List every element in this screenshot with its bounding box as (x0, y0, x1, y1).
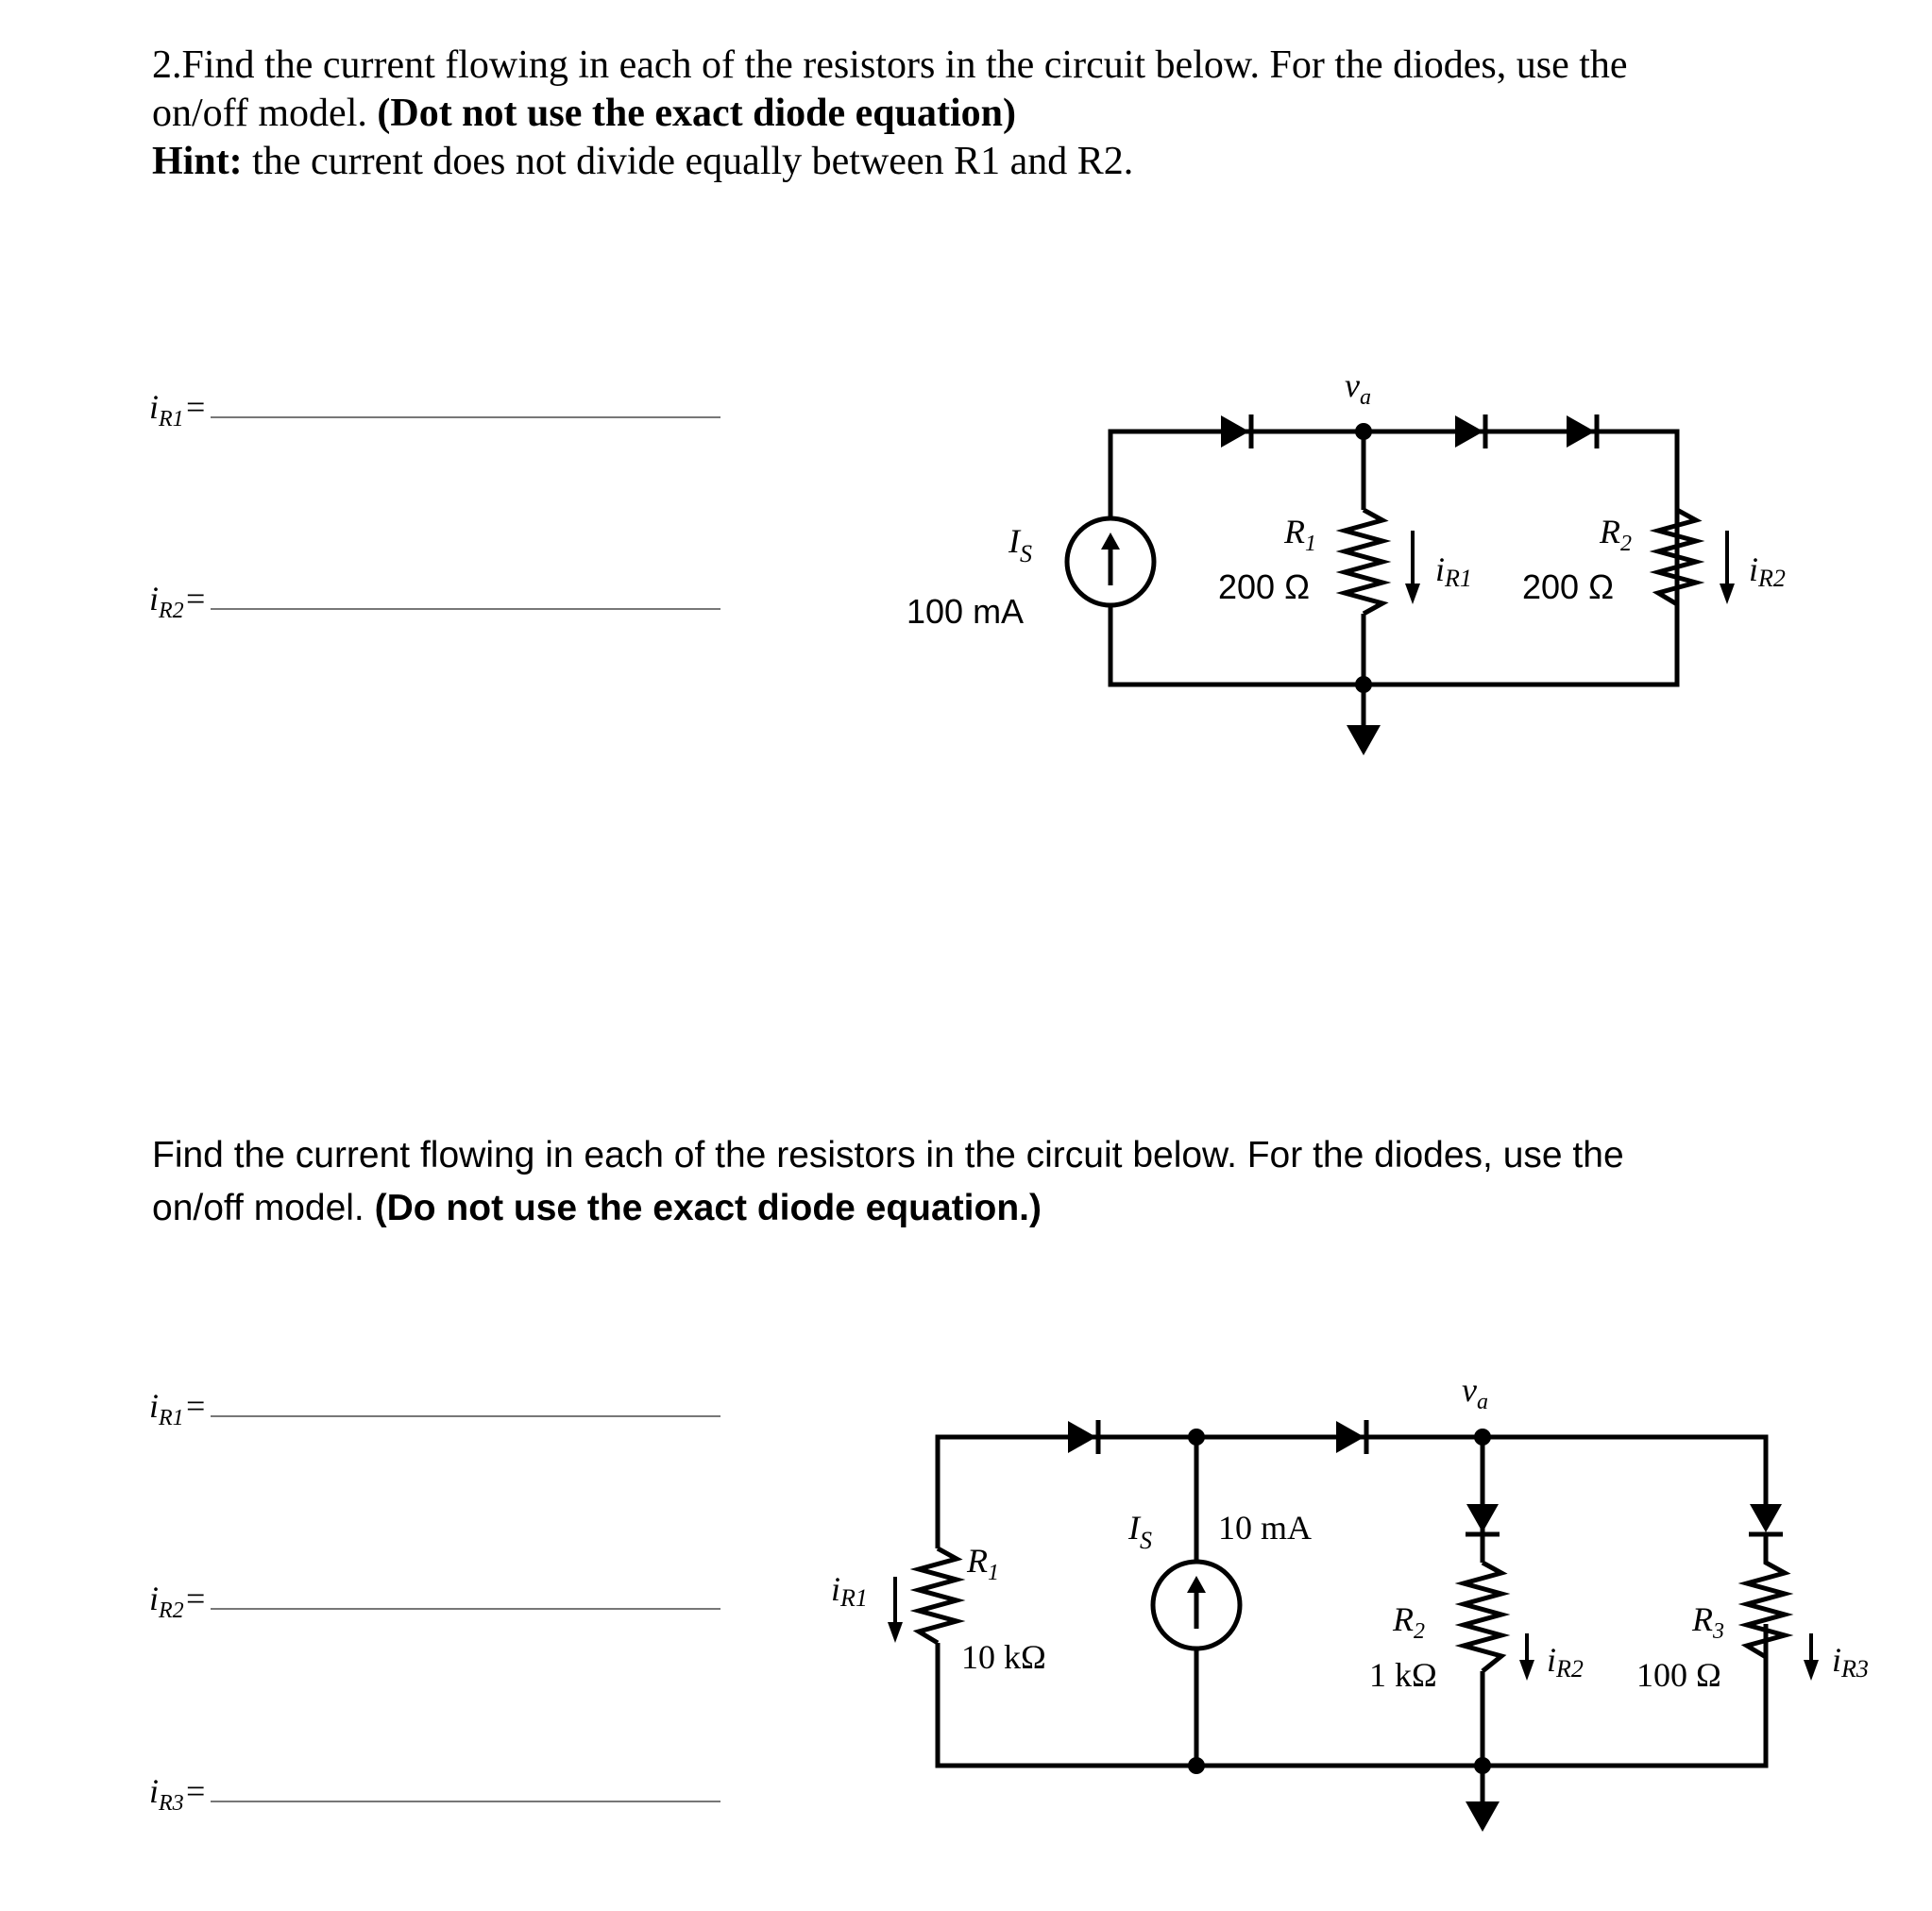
c2-node-bottom-dot (1474, 1757, 1491, 1774)
answer-label: $i_{R2}=$ (149, 1580, 207, 1624)
c2-r1-name: $R_1$ (967, 1542, 999, 1585)
c2-bottom-wire (938, 1624, 1766, 1766)
c1-resistor-r1 (1345, 510, 1382, 614)
c1-node-bottom-dot (1355, 676, 1372, 693)
c2-r3-name: $R_3$ (1692, 1600, 1724, 1644)
c2-r3-value: 100 Ω (1636, 1656, 1721, 1694)
problem1-hint: Hint: the current does not divide equally between R1 and R2. (152, 140, 1134, 183)
c1-r1-value: 200 Ω (1218, 567, 1310, 606)
problem1-bold-note: (Dot not use the exact diode equation) (377, 92, 1017, 135)
c2-diode-d4 (1749, 1504, 1783, 1534)
c2-ir1-arrow-head (888, 1622, 903, 1643)
c2-ir3-arrow-head (1804, 1660, 1819, 1681)
c2-node-source-top-dot (1188, 1429, 1205, 1446)
c2-diode-d1 (1068, 1420, 1098, 1454)
c2-ir3-label: iR3 (1832, 1641, 1869, 1683)
c2-top-wire (938, 1437, 1766, 1548)
answer-label: $i_{R3}=$ (149, 1772, 207, 1817)
c2-resistor-r2 (1464, 1563, 1501, 1671)
c2-ir1-label: iR1 (831, 1570, 868, 1612)
c1-ground-arrow (1347, 725, 1381, 755)
c2-is-value: 10 mA (1218, 1509, 1312, 1547)
c1-outer-wire (1110, 431, 1677, 685)
c2-r2-name: $R_2$ (1393, 1600, 1425, 1644)
c1-diode-d1 (1221, 414, 1251, 448)
c1-diode-d3 (1567, 414, 1597, 448)
c2-ground-arrow (1466, 1801, 1500, 1832)
c1-ir2-arrow-head (1720, 583, 1735, 604)
c2-resistor-r1 (919, 1548, 957, 1643)
c1-va-label: $v_a$ (1345, 366, 1371, 410)
c1-node-va-dot (1355, 423, 1372, 440)
c2-va-label: $v_a$ (1462, 1371, 1488, 1414)
c2-diode-d3 (1466, 1504, 1500, 1534)
c1-ir2-label: iR2 (1749, 550, 1786, 592)
c1-resistor-r2 (1658, 510, 1696, 604)
answer-label: $i_{R1}=$ (149, 1387, 207, 1431)
c1-is-value: 100 mA (907, 592, 1025, 631)
c2-r1-value: 10 kΩ (961, 1638, 1046, 1676)
c1-diode-d2 (1455, 414, 1485, 448)
c1-r2-name: $R_2$ (1600, 513, 1632, 556)
circuit-1 (907, 366, 1786, 755)
c1-is-label: $I_S$ (1008, 522, 1032, 567)
c1-r2-value: 200 Ω (1522, 567, 1614, 606)
c1-ir1-label: iR1 (1435, 550, 1472, 592)
problem1-line1: 2.Find the current flowing in each of the resistors in the circuit below. For the diodes, use the (152, 43, 1628, 87)
circuit-2 (831, 1371, 1869, 1832)
c2-node-va-dot (1474, 1429, 1491, 1446)
problem2-bold-note: (Do not use the exact diode equation.) (374, 1188, 1042, 1228)
c2-ir2-label: iR2 (1547, 1641, 1584, 1683)
c2-node-source-bottom-dot (1188, 1757, 1205, 1774)
c2-is-label: $I_S$ (1128, 1509, 1152, 1554)
c2-resistor-r3 (1747, 1534, 1785, 1657)
c1-ir1-arrow-head (1405, 583, 1420, 604)
c2-diode-d2 (1336, 1420, 1366, 1454)
problem1-line2: on/off model. (Dot not use the exact diode equation) (152, 92, 1017, 135)
answer-label: $i_{R2}=$ (149, 580, 207, 624)
c2-r2-value: 1 kΩ (1369, 1656, 1437, 1694)
problem2-line2: on/off model. (Do not use the exact diode equation.) (152, 1188, 1042, 1228)
c1-r1-name: $R_1$ (1284, 513, 1316, 556)
answer-label: $i_{R1}=$ (149, 388, 207, 432)
problem2-line1: Find the current flowing in each of the resistors in the circuit below. For the diodes, use the (152, 1135, 1624, 1175)
c2-ir2-arrow-head (1519, 1660, 1534, 1681)
